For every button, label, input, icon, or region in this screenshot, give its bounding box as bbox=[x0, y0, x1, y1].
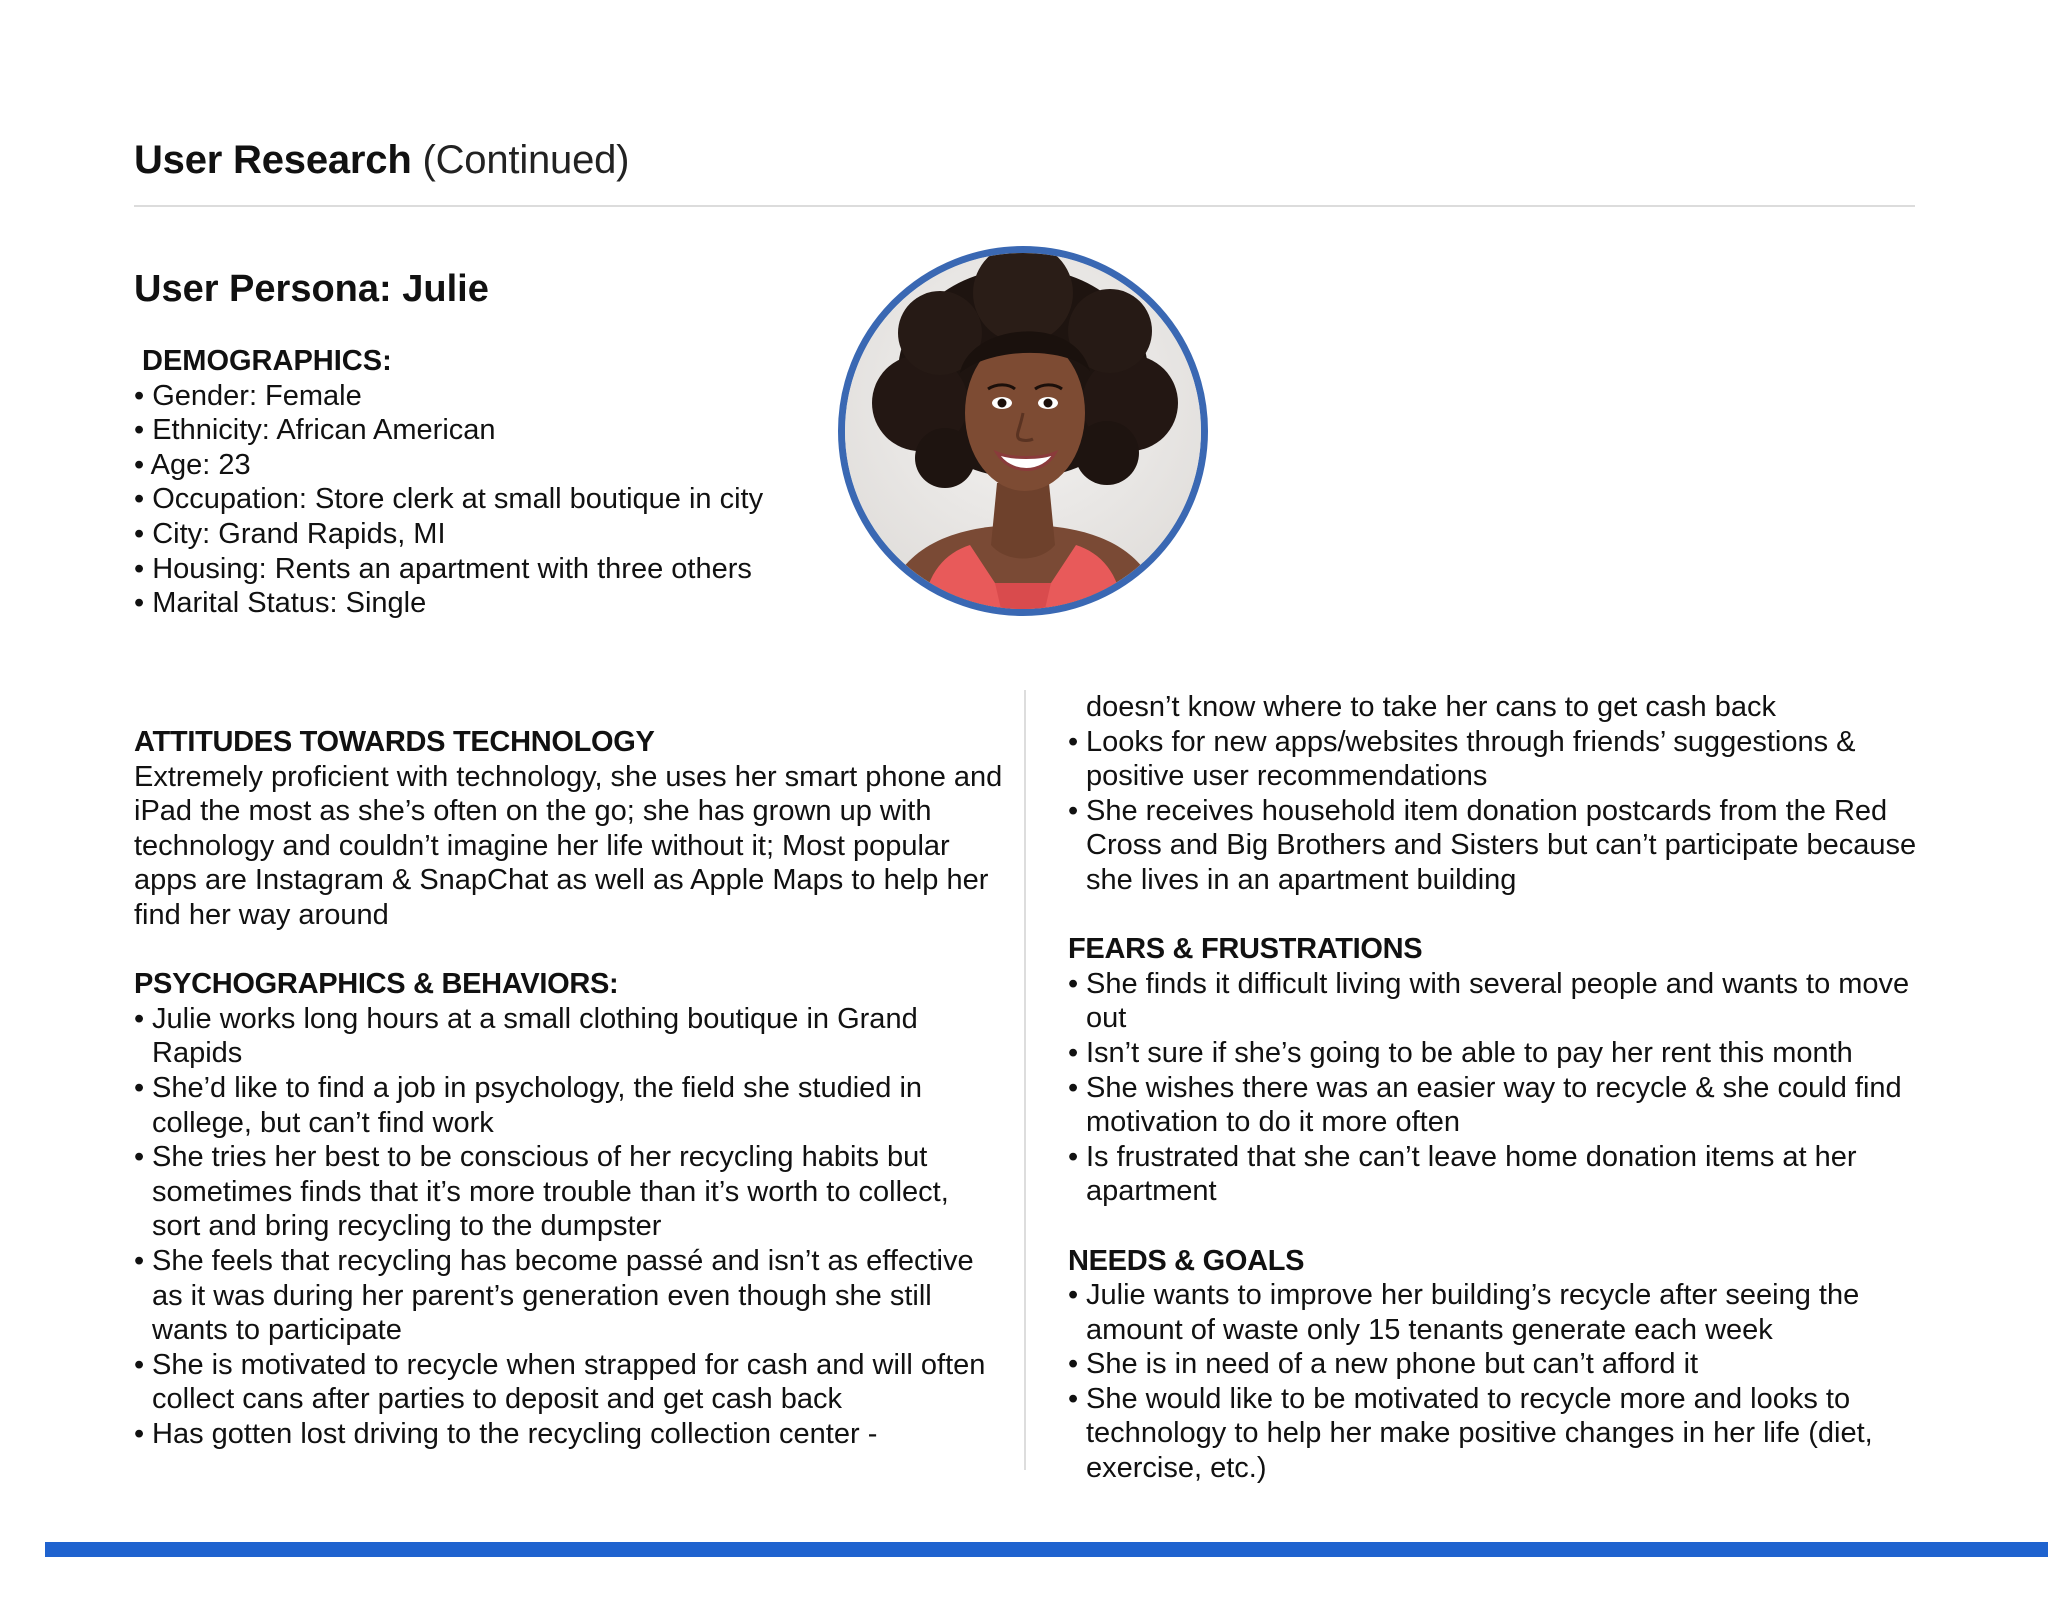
list-item: • She would like to be motivated to recycle more and looks to technology to help her make positive changes in her life (diet, exercise, etc.) bbox=[1068, 1382, 1918, 1486]
list-item: • Julie works long hours at a small clothing boutique in Grand Rapids bbox=[134, 1002, 1004, 1071]
fears-list bbox=[1068, 967, 1918, 1209]
attitudes-heading: ATTITUDES TOWARDS TECHNOLOGY bbox=[134, 726, 655, 758]
page-title bbox=[134, 136, 629, 184]
persona-title: User Persona: Julie bbox=[134, 268, 489, 310]
list-item: • Julie wants to improve her building’s recycle after seeing the amount of waste only 15 tenants generate each week bbox=[1068, 1278, 1918, 1347]
list-item: • She wishes there was an easier way to recycle & she could find motivation to do it more often bbox=[1068, 1071, 1918, 1140]
section-spacer bbox=[1068, 898, 1918, 933]
list-item: • Is frustrated that she can’t leave home donation items at her apartment bbox=[1068, 1140, 1918, 1209]
demographic-item: • Occupation: Store clerk at small boutique in city bbox=[134, 483, 764, 516]
persona-photo-illustration bbox=[845, 253, 1201, 609]
list-item: • She is motivated to recycle when strapped for cash and will often collect cans after parties to deposit and get cash back bbox=[134, 1348, 1004, 1417]
demographic-item: • Housing: Rents an apartment with three others bbox=[134, 552, 752, 585]
demographic-item: • Age: 23 bbox=[134, 448, 251, 481]
demographic-item: • Marital Status: Single bbox=[134, 587, 427, 620]
psychographics-heading: PSYCHOGRAPHICS & BEHAVIORS: bbox=[134, 968, 619, 1001]
attitudes-text: Extremely proficient with technology, she uses her smart phone and iPad the most as she’s often on the go; she has grown up with technology and couldn’t imagine her life without it; Most popular apps are Instagram & SnapChat as well as Apple Maps to help her find her way around bbox=[134, 760, 1003, 931]
section-spacer bbox=[134, 933, 1004, 968]
page-title-suffix: (Continued) bbox=[422, 138, 630, 182]
section-spacer bbox=[1068, 1209, 1918, 1244]
list-item: • Has gotten lost driving to the recycling collection center - bbox=[134, 1417, 1004, 1452]
list-item: • She feels that recycling has become passé and isn’t as effective as it was during her parent’s generation even though she still wants to participate bbox=[134, 1244, 1004, 1348]
list-item: • She receives household item donation postcards from the Red Cross and Big Brothers and Sisters but can’t participate because she lives in an apartment building bbox=[1068, 794, 1918, 898]
title-divider bbox=[134, 205, 1915, 207]
list-item: • Looks for new apps/websites through friends’ suggestions & positive user recommendations bbox=[1068, 725, 1918, 794]
right-column bbox=[1068, 690, 1918, 1486]
list-item: • Isn’t sure if she’s going to be able to pay her rent this month bbox=[1068, 1036, 1918, 1071]
demographic-item: • Gender: Female bbox=[134, 379, 362, 412]
needs-list bbox=[1068, 1278, 1918, 1486]
left-column bbox=[134, 725, 1004, 1451]
needs-heading: NEEDS & GOALS bbox=[1068, 1244, 1305, 1277]
list-item: • She’d like to find a job in psychology, the field she studied in college, but can’t find work bbox=[134, 1071, 1004, 1140]
list-item: • She tries her best to be conscious of her recycling habits but sometimes finds that it’s more trouble than it’s worth to collect, sort and bring recycling to the dumpster bbox=[134, 1140, 1004, 1244]
fears-heading: FEARS & FRUSTRATIONS bbox=[1068, 933, 1423, 966]
list-item: • She is in need of a new phone but can’t afford it bbox=[1068, 1347, 1918, 1382]
demographic-item: • Ethnicity: African American bbox=[134, 414, 496, 447]
list-item-continuation: doesn’t know where to take her cans to get cash back bbox=[1086, 691, 1776, 723]
footer-accent-bar bbox=[45, 1542, 2048, 1557]
psychographics-list-continued bbox=[1068, 725, 1918, 898]
column-divider bbox=[1024, 690, 1026, 1470]
demographic-item: • City: Grand Rapids, MI bbox=[134, 517, 446, 550]
page-title-main: User Research bbox=[134, 138, 412, 182]
demographics-heading: DEMOGRAPHICS: bbox=[142, 345, 392, 377]
demographics-section bbox=[134, 344, 763, 621]
persona-photo bbox=[838, 246, 1208, 616]
psychographics-list bbox=[134, 1002, 1004, 1452]
list-item: • She finds it difficult living with several people and wants to move out bbox=[1068, 967, 1918, 1036]
